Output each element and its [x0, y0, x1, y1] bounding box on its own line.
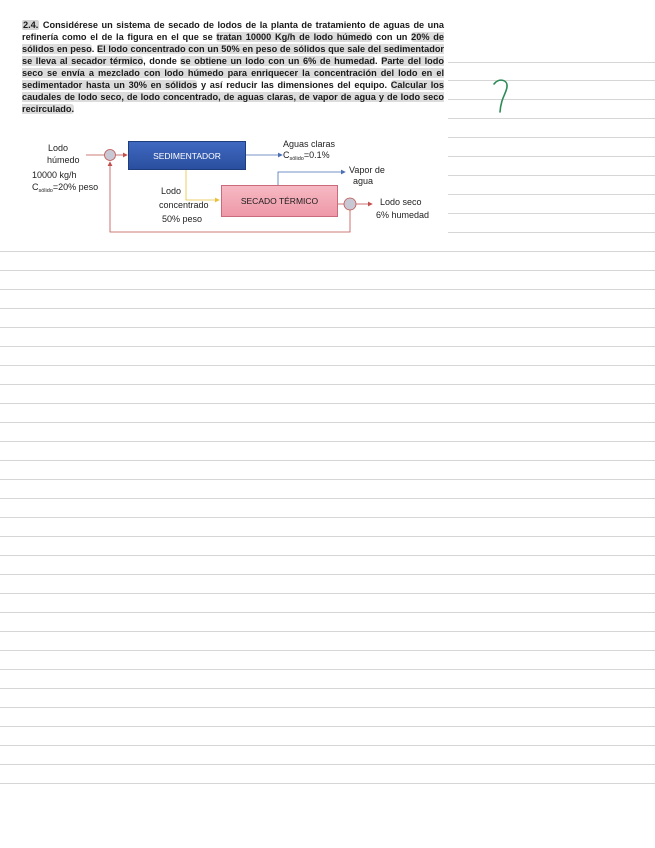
feed-concentration: $C_{sólido}=20\%$ peso — [32, 182, 99, 194]
mixer-node — [105, 150, 116, 161]
highlight: 20% de sólidos en peso — [22, 32, 444, 55]
problem-text: y así reducir las dimensiones del equipo. — [197, 80, 391, 91]
secado-termico-unit — [221, 185, 338, 217]
conc-label-3: 50% peso — [162, 214, 203, 224]
feed-flow: 10000 kg/h — [32, 170, 77, 180]
vapor-stream — [278, 172, 345, 185]
secado-label: SECADO TÉRMICO — [240, 196, 319, 206]
vapor-label-2: agua — [353, 176, 374, 186]
conc-label-2: concentrado — [159, 200, 209, 210]
highlight: se obtiene un lodo con un 6% de humedad — [180, 56, 376, 67]
humedad-label: 6% humedad — [376, 210, 430, 220]
splitter-node — [344, 198, 356, 210]
problem-text: con un — [372, 32, 412, 43]
aguas-claras-label: Aguas claras — [283, 139, 336, 149]
sedimentador-label: SEDIMENTADOR — [153, 150, 221, 161]
feed-label-1: Lodo — [48, 143, 69, 153]
problem-number: 2.4. — [23, 20, 39, 30]
lodo-concentrado-stream — [186, 169, 219, 200]
conc-label-1: Lodo — [161, 186, 182, 196]
lodo-seco-label: Lodo seco — [380, 197, 422, 207]
sedimentador-unit — [128, 141, 246, 170]
problem-text: . — [375, 56, 382, 67]
feed-label-2: húmedo — [47, 155, 80, 165]
highlight: Calcular los caudales de lodo seco, de lodo concentrado, de aguas claras, de vapor de agua y de lodo seco recirculado. — [22, 80, 444, 115]
problem-text: , donde — [143, 56, 181, 67]
problem-text: Considérese un sistema de secado de lodos de la planta de tratamiento de aguas de una refinería como el de la figura en el que se — [22, 20, 444, 43]
highlight: tratan 10000 Kg/h de lodo húmedo — [216, 32, 373, 43]
vapor-label-1: Vapor de — [349, 165, 385, 175]
aguas-concentration: $C_{sólido}=0.1\%$ — [283, 150, 330, 162]
problem-text: . — [91, 44, 97, 55]
highlight: Parte del lodo seco se envía a mezclado con lodo húmedo para enriquecer la concentración del lodo en el sedimentador hasta un 30% en sólidos — [22, 56, 445, 91]
highlight: El lodo concentrado con un 50% en peso de sólidos que sale del sedimentador se lleva al secador térmico — [22, 44, 445, 67]
